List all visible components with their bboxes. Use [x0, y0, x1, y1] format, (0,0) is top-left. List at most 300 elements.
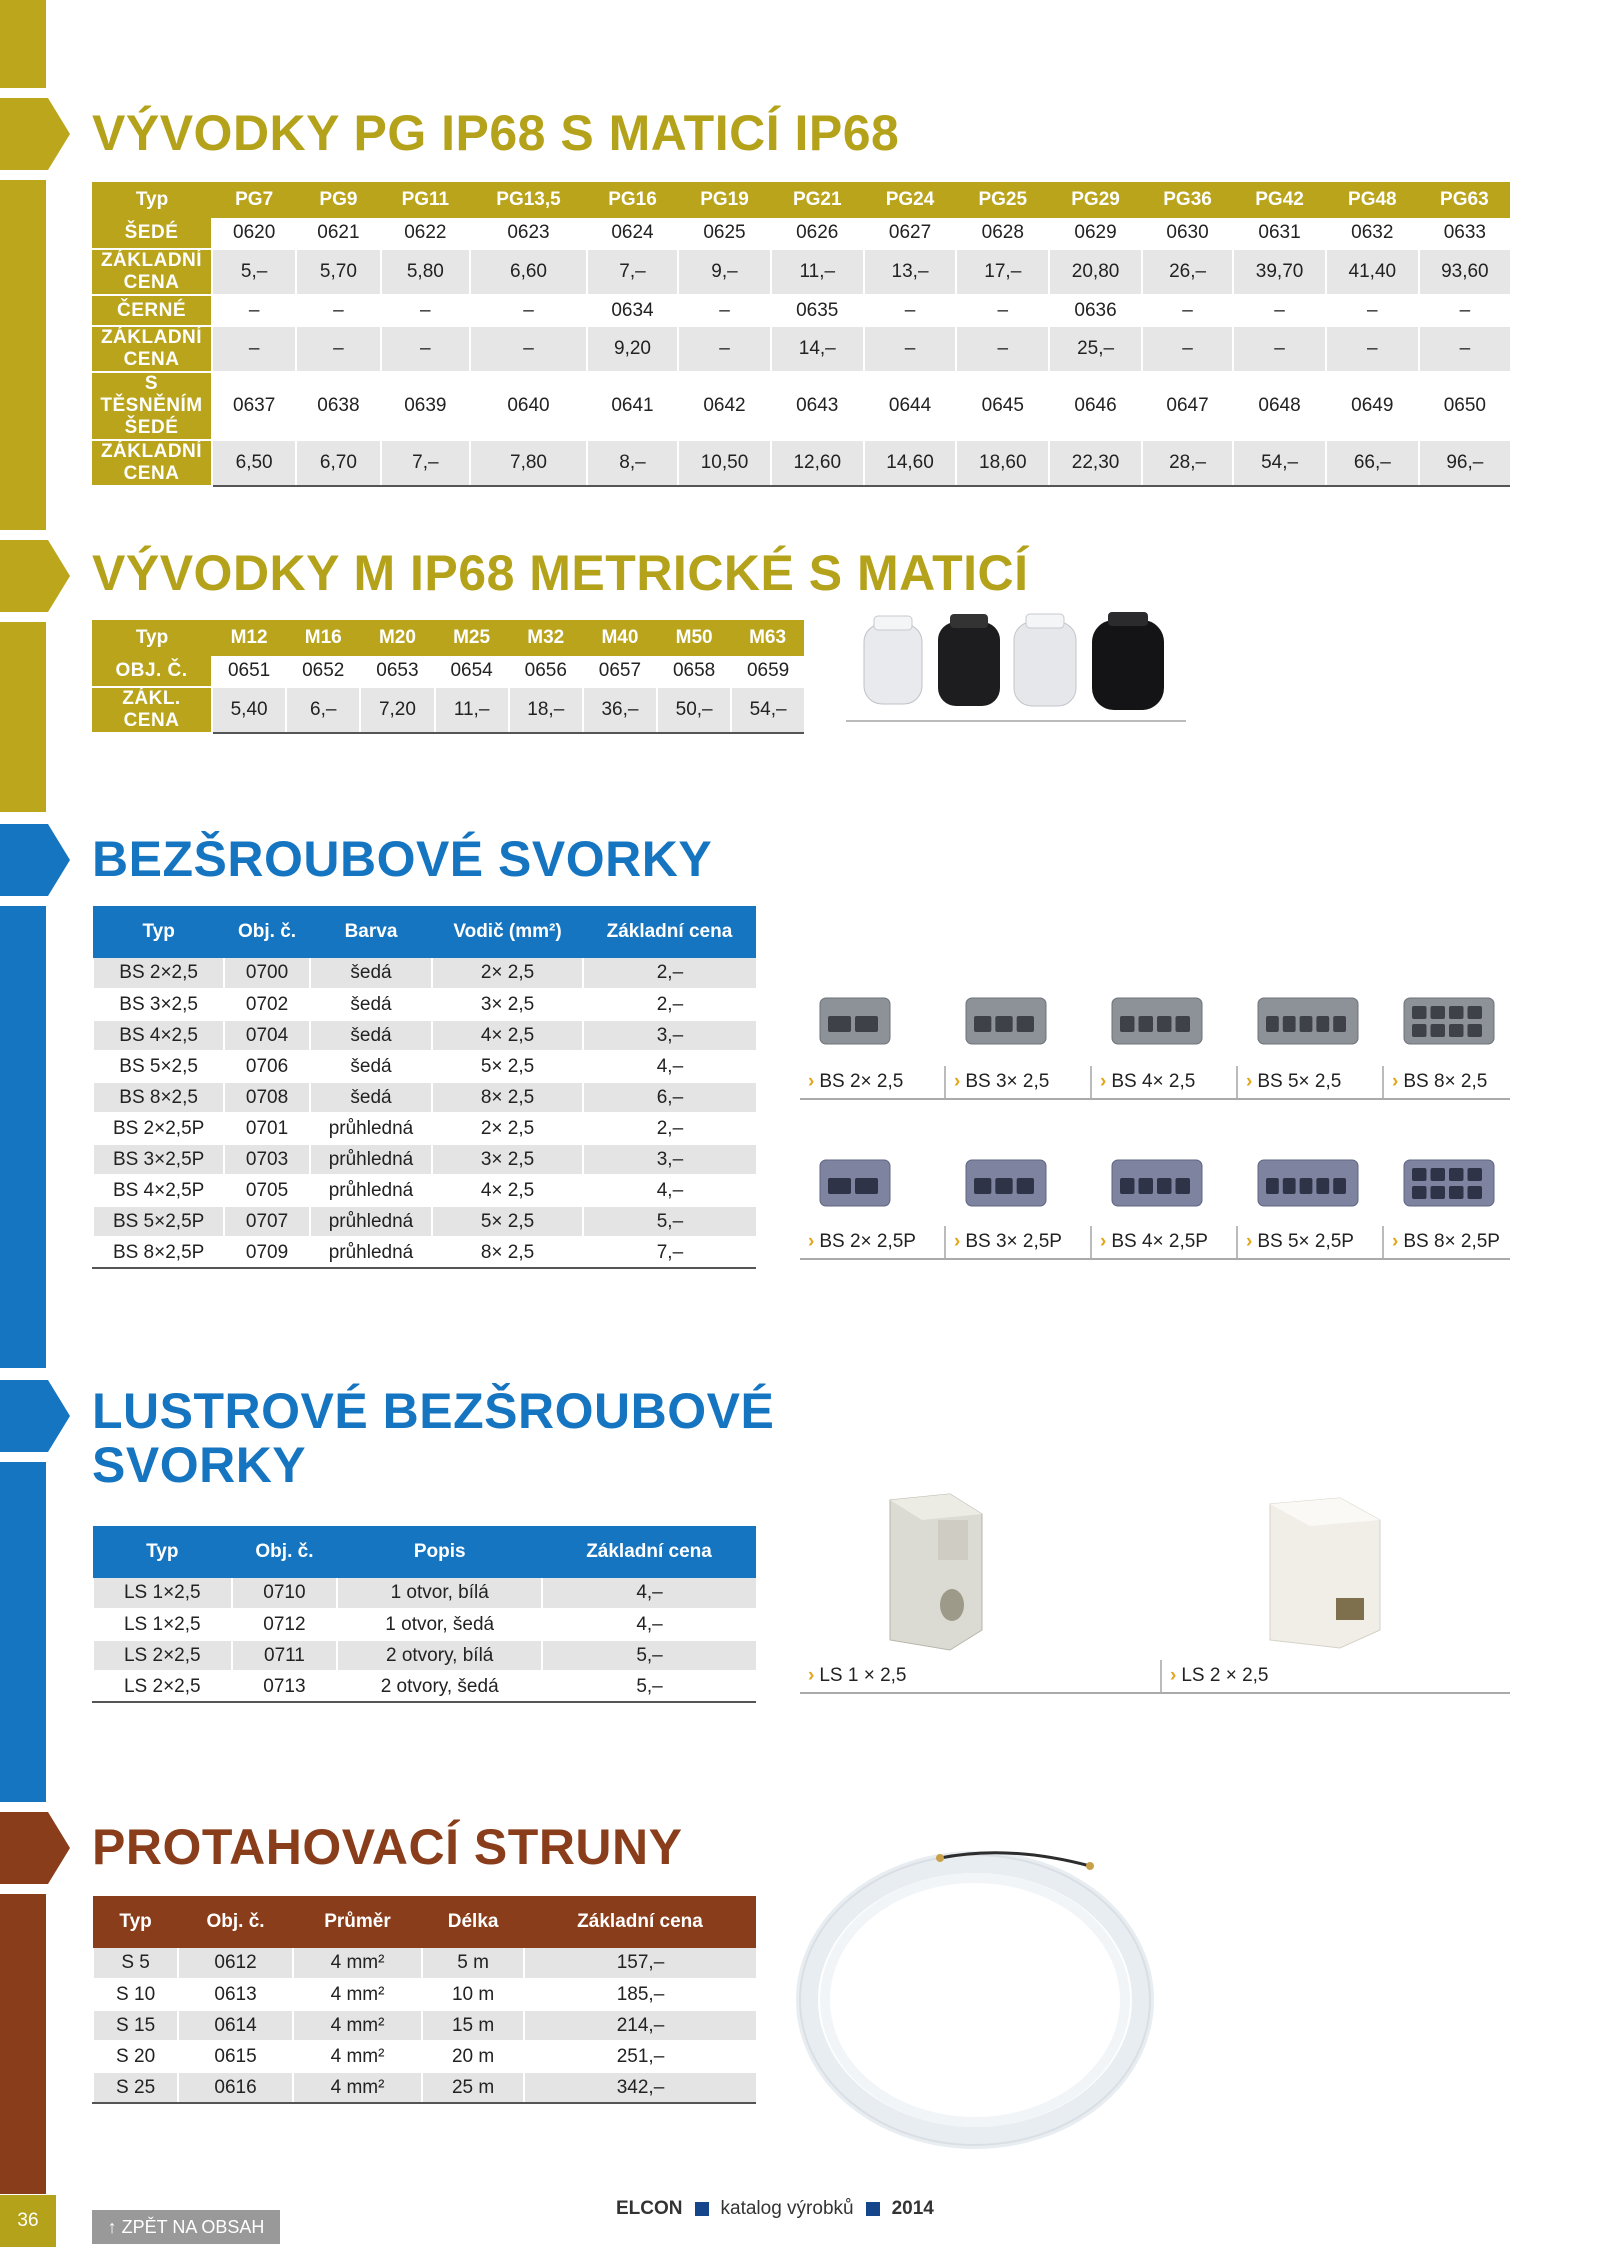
s-cell: 0615 — [178, 2041, 293, 2072]
s-table-row — [93, 1979, 756, 2010]
pg-cell: 0645 — [956, 372, 1049, 440]
s-cell: S 15 — [93, 2010, 178, 2041]
ls-cell: LS 2×2,5 — [93, 1671, 232, 1702]
m-cell: 36,– — [583, 687, 657, 733]
bs-cell: 5,– — [583, 1206, 756, 1237]
pg-cell: 0624 — [587, 218, 678, 249]
m-cell: 50,– — [657, 687, 731, 733]
s-table-row — [93, 2072, 756, 2103]
bs-cell: 0705 — [224, 1175, 310, 1206]
product-caption — [800, 1066, 946, 1098]
pg-cell: 0631 — [1233, 218, 1326, 249]
pg-cell: 0627 — [864, 218, 957, 249]
bs-cell: BS 2×2,5P — [93, 1113, 224, 1144]
catalog-label: katalog výrobků — [720, 2198, 854, 2219]
s-cell: 0614 — [178, 2010, 293, 2041]
chevron-right-icon: › — [808, 1231, 815, 1252]
pg-header-cell: Typ — [92, 182, 212, 218]
pg-cell: 0642 — [678, 372, 771, 440]
chevron-right-icon: › — [954, 1231, 961, 1252]
bs-cell: šedá — [310, 1082, 432, 1113]
pg-cell: 22,30 — [1049, 440, 1142, 486]
m-cell: 54,– — [731, 687, 804, 733]
side-strip-blue-1 — [0, 906, 46, 1368]
ls-table-row — [93, 1609, 756, 1640]
product-caption-text: BS 8× 2,5 — [1403, 1071, 1488, 1092]
bs-cell: šedá — [310, 989, 432, 1020]
m-cell: 18,– — [509, 687, 583, 733]
pg-header-cell: PG25 — [956, 182, 1049, 218]
bs-cell: 0707 — [224, 1206, 310, 1237]
bs-cell: 0704 — [224, 1020, 310, 1051]
terminal-block-5 — [1258, 1160, 1358, 1206]
ls-cell: 2 otvory, bílá — [337, 1640, 542, 1671]
pg-row-label: ZÁKLADNÍ CENA — [92, 326, 212, 372]
bs-cell: BS 8×2,5 — [93, 1082, 224, 1113]
bs-cell: 0703 — [224, 1144, 310, 1175]
chevron-right-icon: › — [1392, 1071, 1399, 1092]
bs-cell: průhledná — [310, 1206, 432, 1237]
pg-row-label: ŠEDÉ — [92, 218, 212, 249]
m-cell: 6,– — [286, 687, 360, 733]
terminal-block-8 — [1404, 998, 1494, 1044]
pg-cell: 96,– — [1419, 440, 1510, 486]
pg-cell: – — [381, 295, 471, 326]
pg-cell: 9,– — [678, 249, 771, 295]
section-marker-ls — [0, 1380, 70, 1452]
bs-clear-photos — [800, 1150, 1510, 1220]
pg-table-row — [92, 326, 1510, 372]
bs-cell: BS 4×2,5P — [93, 1175, 224, 1206]
s-cell: 15 m — [422, 2010, 524, 2041]
pg-table-row — [92, 218, 1510, 249]
bs-table-row — [93, 1144, 756, 1175]
side-strip-olive-1 — [0, 0, 46, 88]
pg-cell: 0633 — [1419, 218, 1510, 249]
pg-cell: – — [864, 326, 957, 372]
product-caption — [1092, 1066, 1238, 1098]
ls-cell: LS 1×2,5 — [93, 1578, 232, 1609]
bs-cell: 4× 2,5 — [432, 1020, 583, 1051]
bs-cell: 4× 2,5 — [432, 1175, 583, 1206]
bs-cell: 8× 2,5 — [432, 1082, 583, 1113]
page-number: 36 — [0, 2195, 56, 2247]
bs-table-row — [93, 1082, 756, 1113]
bs-header-cell: Základní cena — [583, 906, 756, 958]
ls-1-terminal — [890, 1494, 982, 1650]
product-caption — [800, 1660, 1162, 1692]
pg-cell: – — [1419, 295, 1510, 326]
gland-white-1 — [864, 616, 922, 704]
ls-cell: 0710 — [232, 1578, 338, 1609]
catalog-year: 2014 — [891, 2198, 934, 2219]
pg-cell: 6,50 — [212, 440, 296, 486]
m-row-label: OBJ. Č. — [92, 656, 212, 687]
pg-header-cell: PG63 — [1419, 182, 1510, 218]
terminal-block-4 — [1112, 998, 1202, 1044]
product-caption-text: LS 1 × 2,5 — [819, 1665, 907, 1686]
product-caption — [800, 1226, 946, 1258]
back-to-contents-button[interactable]: ↑ ZPĚT NA OBSAH — [92, 2210, 280, 2244]
product-caption — [946, 1066, 1092, 1098]
chevron-right-icon: › — [1170, 1665, 1177, 1686]
pg-cell: 18,60 — [956, 440, 1049, 486]
product-caption-text: BS 8× 2,5P — [1403, 1231, 1500, 1252]
bs-table-row — [93, 989, 756, 1020]
pg-cell: 5,80 — [381, 249, 471, 295]
m-header-cell: M63 — [731, 620, 804, 656]
m-cell: 0659 — [731, 656, 804, 687]
pg-cell: 0632 — [1326, 218, 1419, 249]
m-section-title: VÝVODKY M IP68 METRICKÉ S MATICÍ — [92, 545, 1029, 601]
s-cell: 4 mm² — [293, 2072, 422, 2103]
ls-cell: LS 1×2,5 — [93, 1609, 232, 1640]
s-cell: 4 mm² — [293, 1948, 422, 1979]
pg-cell: – — [296, 326, 380, 372]
m-cell: 0651 — [212, 656, 286, 687]
product-caption — [946, 1226, 1092, 1258]
m-header-cell: M16 — [286, 620, 360, 656]
pg-row-label: ZÁKLADNÍ CENA — [92, 440, 212, 486]
footer-brand — [616, 2198, 934, 2220]
ls-header-cell: Základní cena — [542, 1526, 756, 1578]
ls-header-cell: Popis — [337, 1526, 542, 1578]
s-cell: 25 m — [422, 2072, 524, 2103]
ls-header-cell: Typ — [93, 1526, 232, 1578]
product-caption-text: BS 2× 2,5 — [819, 1071, 904, 1092]
product-caption-text: BS 4× 2,5 — [1111, 1071, 1196, 1092]
bs-header-cell: Typ — [93, 906, 224, 958]
pg-cell: 9,20 — [587, 326, 678, 372]
m-table — [92, 620, 804, 734]
bs-cell: BS 5×2,5 — [93, 1051, 224, 1082]
pg-header-cell: PG16 — [587, 182, 678, 218]
pg-header-cell: PG9 — [296, 182, 380, 218]
pg-cell: – — [956, 295, 1049, 326]
pg-cell: 0636 — [1049, 295, 1142, 326]
pg-cell: 0626 — [771, 218, 864, 249]
bs-cell: BS 5×2,5P — [93, 1206, 224, 1237]
pg-row-label: ZÁKLADNÍ CENA — [92, 249, 212, 295]
pg-header-cell: PG42 — [1233, 182, 1326, 218]
brand-name: ELCON — [616, 2198, 683, 2219]
pg-cell: – — [864, 295, 957, 326]
bs-cell: 0708 — [224, 1082, 310, 1113]
pg-cell: 26,– — [1142, 249, 1233, 295]
m-cell: 0653 — [360, 656, 434, 687]
bs-cell: 2× 2,5 — [432, 958, 583, 989]
bs-grey-captions — [800, 1066, 1510, 1100]
pg-cell: 10,50 — [678, 440, 771, 486]
pg-header-cell: PG21 — [771, 182, 864, 218]
pg-cell: 39,70 — [1233, 249, 1326, 295]
section-marker-pg — [0, 98, 70, 170]
pg-cell: 0649 — [1326, 372, 1419, 440]
chevron-right-icon: › — [1246, 1231, 1253, 1252]
square-bullet-icon — [866, 2202, 880, 2216]
ls-cell: 0713 — [232, 1671, 338, 1702]
cable-glands-photo — [846, 612, 1186, 722]
chevron-right-icon: › — [954, 1071, 961, 1092]
product-caption — [1384, 1226, 1510, 1258]
ls-cell: 4,– — [542, 1578, 756, 1609]
product-caption-text: BS 5× 2,5P — [1257, 1231, 1354, 1252]
bs-cell: 4,– — [583, 1051, 756, 1082]
pg-cell: 0625 — [678, 218, 771, 249]
ls-captions — [800, 1660, 1510, 1694]
terminal-block-8 — [1404, 1160, 1494, 1206]
pg-header-cell: PG29 — [1049, 182, 1142, 218]
m-table-row — [92, 656, 804, 687]
pg-row-label: S TĚSNĚNÍM ŠEDÉ — [92, 372, 212, 440]
bs-cell: BS 4×2,5 — [93, 1020, 224, 1051]
pg-cell: 6,70 — [296, 440, 380, 486]
pg-cell: 0644 — [864, 372, 957, 440]
pg-cell: – — [470, 326, 587, 372]
bs-cell: 2,– — [583, 958, 756, 989]
pg-cell: 0628 — [956, 218, 1049, 249]
s-table-row — [93, 2010, 756, 2041]
pg-cell: 7,– — [587, 249, 678, 295]
s-cell: 5 m — [422, 1948, 524, 1979]
s-header-cell: Obj. č. — [178, 1896, 293, 1948]
m-cell: 0658 — [657, 656, 731, 687]
ls-title-line1: LUSTROVÉ BEZŠROUBOVÉ — [92, 1383, 775, 1439]
ls-cell: 2 otvory, šedá — [337, 1671, 542, 1702]
section-marker-m — [0, 540, 70, 612]
bs-cell: 8× 2,5 — [432, 1237, 583, 1268]
s-cell: 251,– — [524, 2041, 756, 2072]
ls-table-row — [93, 1578, 756, 1609]
s-cell: 10 m — [422, 1979, 524, 2010]
s-header-cell: Průměr — [293, 1896, 422, 1948]
pg-cell: 5,– — [212, 249, 296, 295]
m-cell: 11,– — [435, 687, 509, 733]
s-cell: 185,– — [524, 1979, 756, 2010]
side-strip-olive-3 — [0, 622, 46, 812]
bs-cell: 3,– — [583, 1144, 756, 1175]
product-caption — [1384, 1066, 1510, 1098]
pg-header-cell: PG7 — [212, 182, 296, 218]
s-cell: 0612 — [178, 1948, 293, 1979]
pg-cell: 6,60 — [470, 249, 587, 295]
s-table — [92, 1896, 756, 2104]
s-cell: 20 m — [422, 2041, 524, 2072]
bs-cell: 0701 — [224, 1113, 310, 1144]
m-cell: 0657 — [583, 656, 657, 687]
ls-cell: 0711 — [232, 1640, 338, 1671]
bs-header-cell: Obj. č. — [224, 906, 310, 958]
bs-cell: 5× 2,5 — [432, 1051, 583, 1082]
chevron-right-icon: › — [1100, 1231, 1107, 1252]
chevron-right-icon: › — [808, 1071, 815, 1092]
m-header-cell: M32 — [509, 620, 583, 656]
bs-cell: průhledná — [310, 1113, 432, 1144]
pg-cell: – — [1142, 295, 1233, 326]
pg-cell: 0648 — [1233, 372, 1326, 440]
m-cell: 7,20 — [360, 687, 434, 733]
ls-cell: 4,– — [542, 1609, 756, 1640]
terminal-block-5 — [1258, 998, 1358, 1044]
pg-table-row — [92, 372, 1510, 440]
pg-table-row — [92, 440, 1510, 486]
bs-cell: průhledná — [310, 1144, 432, 1175]
bs-header-cell: Vodič (mm²) — [432, 906, 583, 958]
s-cell: 0616 — [178, 2072, 293, 2103]
pg-cell: 20,80 — [1049, 249, 1142, 295]
bs-cell: 2× 2,5 — [432, 1113, 583, 1144]
pg-cell: 0643 — [771, 372, 864, 440]
pg-cell: – — [381, 326, 471, 372]
bs-cell: BS 2×2,5 — [93, 958, 224, 989]
pg-cell: 0620 — [212, 218, 296, 249]
pg-cell: 0650 — [1419, 372, 1510, 440]
s-header-cell: Základní cena — [524, 1896, 756, 1948]
pg-cell: – — [212, 295, 296, 326]
pg-cell: 0629 — [1049, 218, 1142, 249]
bs-cell: 2,– — [583, 989, 756, 1020]
pg-cell: 17,– — [956, 249, 1049, 295]
bs-cell: 2,– — [583, 1113, 756, 1144]
terminal-block-2 — [820, 998, 890, 1044]
s-table-row — [93, 2041, 756, 2072]
product-caption — [1092, 1226, 1238, 1258]
ls-cell: 5,– — [542, 1671, 756, 1702]
pg-cell: – — [1326, 326, 1419, 372]
side-strip-brown — [0, 1894, 46, 2194]
pg-table — [92, 182, 1510, 487]
ls-header-cell: Obj. č. — [232, 1526, 338, 1578]
bs-cell: průhledná — [310, 1237, 432, 1268]
terminal-block-3 — [966, 1160, 1046, 1206]
pg-cell: 0635 — [771, 295, 864, 326]
pg-cell: 0640 — [470, 372, 587, 440]
ls-title-line2: SVORKY — [92, 1437, 307, 1493]
m-header-cell: M12 — [212, 620, 286, 656]
s-table-row — [93, 1948, 756, 1979]
ls-cell: LS 2×2,5 — [93, 1640, 232, 1671]
bs-table-row — [93, 1206, 756, 1237]
ls-table-row — [93, 1640, 756, 1671]
ls-section-title — [92, 1384, 774, 1492]
pg-header-cell: PG19 — [678, 182, 771, 218]
s-header-cell: Délka — [422, 1896, 524, 1948]
terminal-block-3 — [966, 998, 1046, 1044]
pg-cell: – — [212, 326, 296, 372]
m-header-cell: M40 — [583, 620, 657, 656]
s-cell: 342,– — [524, 2072, 756, 2103]
bs-table-row — [93, 1051, 756, 1082]
s-cell: 214,– — [524, 2010, 756, 2041]
side-strip-olive-2 — [0, 180, 46, 530]
m-header-cell: Typ — [92, 620, 212, 656]
pg-cell: 12,60 — [771, 440, 864, 486]
product-caption — [1162, 1660, 1510, 1692]
product-caption-text: BS 2× 2,5P — [819, 1231, 916, 1252]
pg-cell: – — [1326, 295, 1419, 326]
pg-cell: – — [1142, 326, 1233, 372]
bs-cell: 3× 2,5 — [432, 989, 583, 1020]
pg-cell: 25,– — [1049, 326, 1142, 372]
m-header-cell: M25 — [435, 620, 509, 656]
bs-cell: průhledná — [310, 1175, 432, 1206]
product-caption-text: LS 2 × 2,5 — [1181, 1665, 1269, 1686]
ls-2-terminal — [1270, 1498, 1380, 1648]
m-cell: 0652 — [286, 656, 360, 687]
pg-header-cell: PG36 — [1142, 182, 1233, 218]
pg-header-cell: PG48 — [1326, 182, 1419, 218]
m-cell: 0656 — [509, 656, 583, 687]
terminal-block-2 — [820, 1160, 890, 1206]
s-cell: 0613 — [178, 1979, 293, 2010]
terminal-block-4 — [1112, 1160, 1202, 1206]
pg-table-row — [92, 295, 1510, 326]
bs-header-cell: Barva — [310, 906, 432, 958]
bs-cell: 0700 — [224, 958, 310, 989]
pg-cell: 66,– — [1326, 440, 1419, 486]
m-cell: 0654 — [435, 656, 509, 687]
m-row-label: ZÁKL. CENA — [92, 687, 212, 733]
pg-cell: 0641 — [587, 372, 678, 440]
pg-cell: 7,– — [381, 440, 471, 486]
pg-cell: – — [678, 295, 771, 326]
bs-cell: 0706 — [224, 1051, 310, 1082]
pg-cell: 28,– — [1142, 440, 1233, 486]
product-caption-text: BS 5× 2,5 — [1257, 1071, 1342, 1092]
fish-tape-photo — [790, 1830, 1170, 2150]
bs-table-row — [93, 1175, 756, 1206]
section-marker-bs — [0, 824, 70, 896]
chevron-right-icon: › — [1392, 1231, 1399, 1252]
pg-cell: 0638 — [296, 372, 380, 440]
ls-photos — [800, 1480, 1510, 1666]
bs-cell: BS 3×2,5P — [93, 1144, 224, 1175]
m-cell: 5,40 — [212, 687, 286, 733]
pg-cell: 0622 — [381, 218, 471, 249]
pg-cell: 0646 — [1049, 372, 1142, 440]
pg-cell: 14,– — [771, 326, 864, 372]
product-caption-text: BS 3× 2,5 — [965, 1071, 1050, 1092]
product-caption-text: BS 4× 2,5P — [1111, 1231, 1208, 1252]
s-section-title: PROTAHOVACÍ STRUNY — [92, 1819, 683, 1875]
bs-cell: šedá — [310, 958, 432, 989]
bs-cell: 0702 — [224, 989, 310, 1020]
pg-section-title: VÝVODKY PG IP68 S MATICÍ IP68 — [92, 105, 900, 161]
s-cell: S 25 — [93, 2072, 178, 2103]
ls-cell: 0712 — [232, 1609, 338, 1640]
bs-grey-photos — [800, 988, 1510, 1058]
bs-table-row — [93, 1237, 756, 1268]
pg-header-cell: PG13,5 — [470, 182, 587, 218]
side-strip-blue-2 — [0, 1462, 46, 1802]
bs-cell: BS 8×2,5P — [93, 1237, 224, 1268]
gland-white-2 — [1014, 614, 1076, 706]
pg-cell: 54,– — [1233, 440, 1326, 486]
m-header-cell: M50 — [657, 620, 731, 656]
pg-table-row — [92, 249, 1510, 295]
pg-cell: 0639 — [381, 372, 471, 440]
chevron-right-icon: › — [808, 1665, 815, 1686]
bs-table-row — [93, 1113, 756, 1144]
s-cell: 157,– — [524, 1948, 756, 1979]
gland-black-1 — [938, 614, 1000, 706]
product-caption — [1238, 1066, 1384, 1098]
s-cell: S 5 — [93, 1948, 178, 1979]
pg-cell: 41,40 — [1326, 249, 1419, 295]
pg-cell: – — [1419, 326, 1510, 372]
square-bullet-icon — [695, 2202, 709, 2216]
pg-row-label: ČERNÉ — [92, 295, 212, 326]
